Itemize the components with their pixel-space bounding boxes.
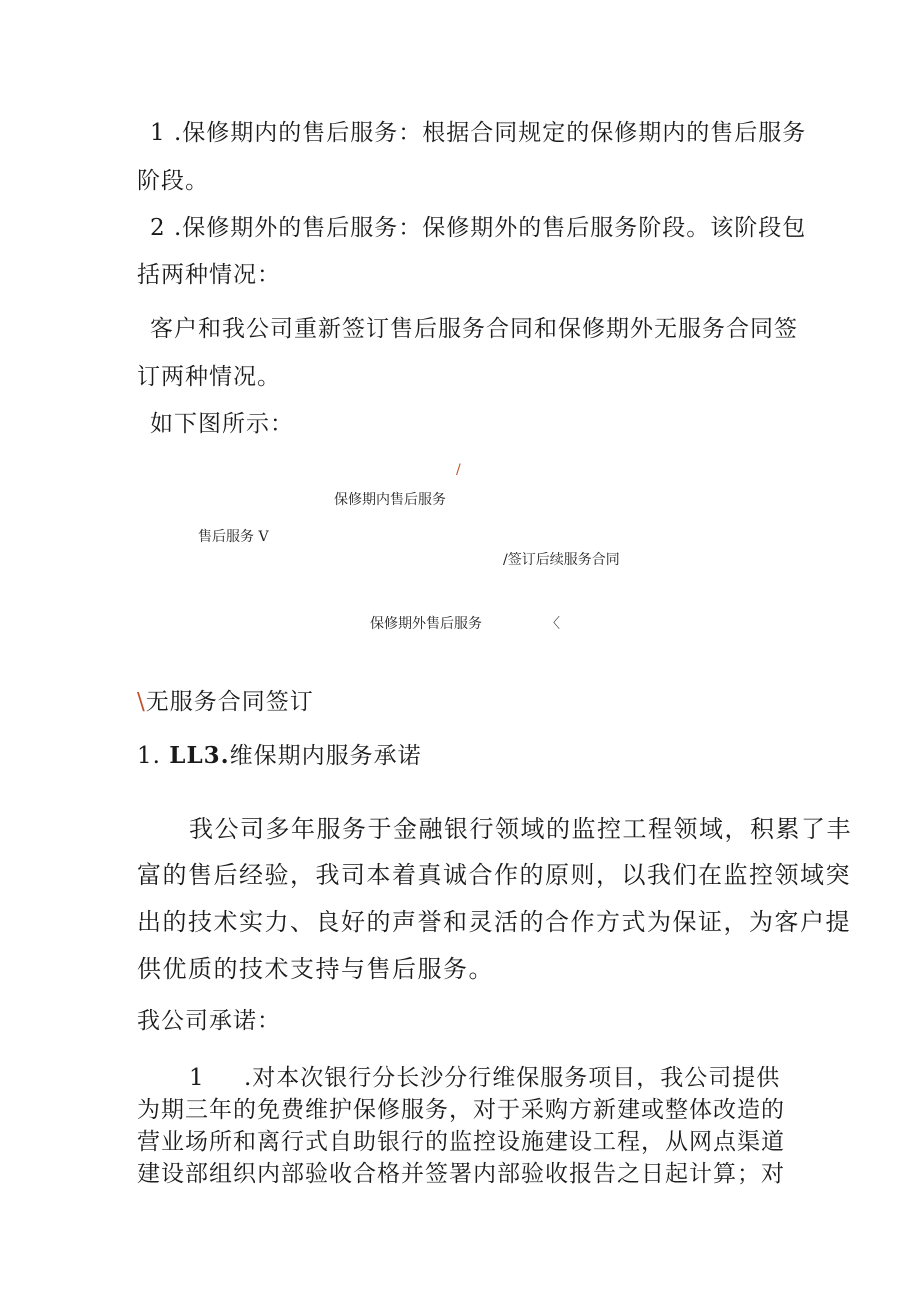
diagram-renew-contract: /签订后续服务合同 [503, 552, 620, 568]
item-1-line-2: 为期三年的免费维护保修服务，对于采购方新建或整体改造的 [137, 1097, 785, 1123]
paragraph-2-line-1: 2 .保修期外的售后服务：保修期外的售后服务阶段。该阶段包 [150, 215, 807, 241]
intro-line-1: 我公司多年服务于金融银行领域的监控工程领域，积累了丰 [189, 815, 852, 843]
commit-label: 我公司承诺： [137, 1008, 281, 1034]
paragraph-4: 如下图所示： [150, 411, 294, 437]
item-1-line-3: 营业场所和离行式自助银行的监控设施建设工程，从网点渠道 [137, 1129, 785, 1155]
section-code: LL3. [169, 742, 230, 769]
diagram-root: 售后服务 V [198, 529, 269, 545]
diagram-bracket: 〈 [546, 616, 560, 632]
intro-line-2: 富的售后经验，我司本着真诚合作的原则，以我们在监控领域突 [137, 861, 851, 889]
paragraph-1-line-1: 1 .保修期内的售后服务：根据合同规定的保修期内的售后服务 [150, 120, 807, 146]
section-heading [137, 740, 422, 772]
diagram-top-slash: / [456, 462, 461, 478]
diagram-in-warranty: 保修期内售后服务 [334, 492, 446, 508]
item-1-number: 1 [189, 1065, 205, 1091]
item-1-line-1: .对本次银行分长沙分行维保服务项目，我公司提供 [244, 1065, 781, 1091]
intro-line-3: 出的技术实力、良好的声誉和灵活的合作方式为保证，为客户提 [137, 908, 851, 936]
paragraph-2-line-2: 括两种情况： [137, 262, 281, 288]
paragraph-1-line-2: 阶段。 [137, 168, 209, 194]
diagram-backslash: \ [137, 689, 146, 715]
diagram-no-contract-row [137, 686, 314, 718]
item-1-line-4: 建设部组织内部验收合格并签署内部验收报告之日起计算；对 [137, 1161, 785, 1187]
section-title: 维保期内服务承诺 [229, 743, 422, 769]
paragraph-3-line-2: 订两种情况。 [137, 364, 281, 390]
diagram-no-contract: 无服务合同签订 [145, 689, 314, 715]
intro-line-4: 供优质的技术支持与售后服务。 [137, 955, 494, 983]
section-number: 1. [137, 743, 161, 769]
paragraph-3-line-1: 客户和我公司重新签订售后服务合同和保修期外无服务合同签 [150, 316, 798, 342]
diagram-out-warranty: 保修期外售后服务 [370, 616, 482, 632]
